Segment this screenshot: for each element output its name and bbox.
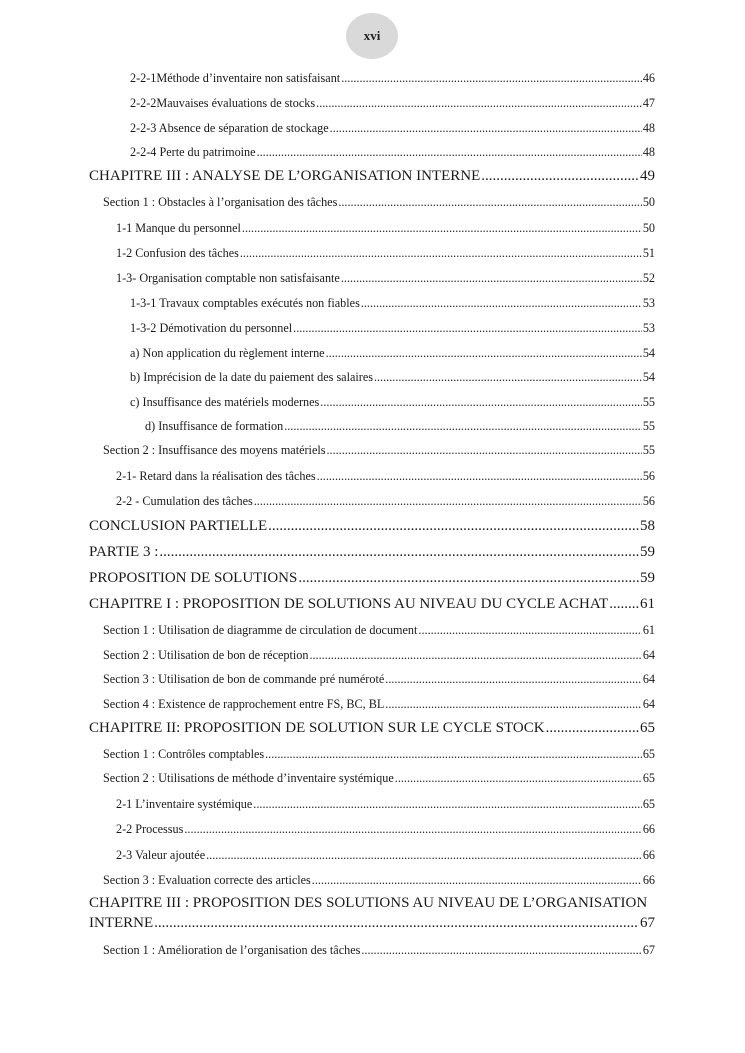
toc-chapter[interactable]: CHAPITRE II: PROPOSITION DE SOLUTION SUR LE CYCLE STOCK ..... 65: [89, 720, 655, 737]
toc-section[interactable]: Section 3 : Utilisation de bon de commande pré numéroté ..... 64: [103, 672, 655, 687]
toc-entry[interactable]: 2-2-2Mauvaises évaluations de stocks ..... 47: [130, 96, 655, 111]
toc-entry[interactable]: 2-2-1Méthode d’inventaire non satisfaisant ..... 46: [130, 71, 655, 86]
toc-entry[interactable]: 2-1 L’inventaire systémique ..... 65: [116, 797, 655, 812]
toc-entry[interactable]: 2-2 - Cumulation des tâches ..... 56: [116, 494, 655, 509]
toc-section[interactable]: Section 2 : Utilisation de bon de réception ..... 64: [103, 648, 655, 663]
toc-chapter-line2: INTERNE ..... 67: [89, 915, 655, 932]
toc-section[interactable]: Section 3 : Evaluation correcte des articles ..... 66: [103, 873, 655, 888]
toc-chapter[interactable]: PARTIE 3 : ..... 59: [89, 544, 655, 561]
toc-entry[interactable]: 1-3- Organisation comptable non satisfaisante ..... 52: [116, 271, 655, 286]
toc-entry[interactable]: 1-2 Confusion des tâches ..... 51: [116, 246, 655, 261]
toc-entry[interactable]: c) Insuffisance des matériels modernes ..... 55: [130, 395, 655, 410]
toc-chapter[interactable]: CHAPITRE III : ANALYSE DE L’ORGANISATION INTERNE ..... 49: [89, 168, 655, 185]
toc-entry[interactable]: a) Non application du règlement interne ..... 54: [130, 346, 655, 361]
toc-section[interactable]: Section 1 : Utilisation de diagramme de circulation de document ..... 61: [103, 623, 655, 638]
toc-entry[interactable]: 2-2 Processus ..... 66: [116, 822, 655, 837]
toc-entry[interactable]: 1-3-2 Démotivation du personnel ..... 53: [130, 321, 655, 336]
page-number-badge: xvi: [346, 13, 398, 59]
toc-entry[interactable]: 2-1- Retard dans la réalisation des tâches ..... 56: [116, 469, 655, 484]
toc-entry[interactable]: 2-3 Valeur ajoutée ..... 66: [116, 848, 655, 863]
toc-chapter[interactable]: CHAPITRE I : PROPOSITION DE SOLUTIONS AU NIVEAU DU CYCLE ACHAT ..... 61: [89, 596, 655, 613]
toc-entry[interactable]: b) Imprécision de la date du paiement des salaires ..... 54: [130, 370, 655, 385]
toc-chapter-two-line[interactable]: [89, 895, 655, 932]
toc-entry[interactable]: 1-3-1 Travaux comptables exécutés non fiables ..... 53: [130, 296, 655, 311]
toc-chapter[interactable]: PROPOSITION DE SOLUTIONS ..... 59: [89, 570, 655, 587]
toc-chapter-line1: CHAPITRE III : PROPOSITION DES SOLUTIONS AU NIVEAU DE L’ORGANISATION: [89, 895, 648, 911]
toc-chapter[interactable]: CONCLUSION PARTIELLE ..... 58: [89, 518, 655, 535]
toc-section[interactable]: Section 1 : Contrôles comptables ..... 65: [103, 747, 655, 762]
toc-section[interactable]: Section 2 : Insuffisance des moyens matériels ..... 55: [103, 443, 655, 458]
toc-section[interactable]: Section 4 : Existence de rapprochement entre FS, BC, BL ..... 64: [103, 697, 655, 712]
toc-entry[interactable]: d) Insuffisance de formation ..... 55: [145, 419, 655, 434]
toc-section[interactable]: Section 1 : Obstacles à l’organisation des tâches ..... 50: [103, 195, 655, 210]
toc-entry[interactable]: 2-2-3 Absence de séparation de stockage ..... 48: [130, 121, 655, 136]
toc-entry[interactable]: 1-1 Manque du personnel ..... 50: [116, 221, 655, 236]
toc-section[interactable]: Section 2 : Utilisations de méthode d’inventaire systémique ..... 65: [103, 771, 655, 786]
toc-entry[interactable]: 2-2-4 Perte du patrimoine ..... 48: [130, 145, 655, 160]
toc-section[interactable]: Section 1 : Amélioration de l’organisation des tâches ..... 67: [103, 943, 655, 958]
